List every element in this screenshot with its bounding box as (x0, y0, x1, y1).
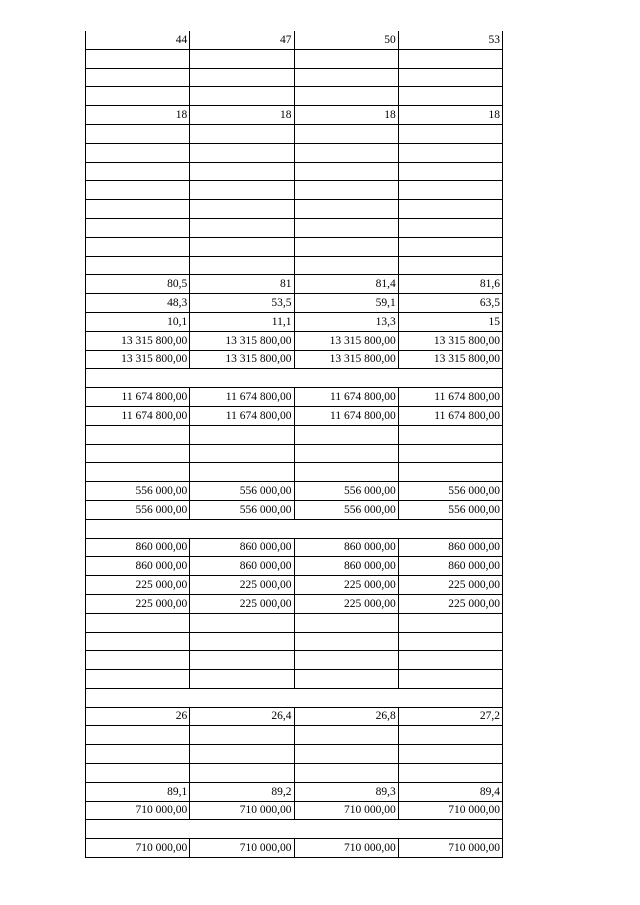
table-row (86, 388, 503, 407)
table-cell (398, 68, 502, 87)
table-cell (294, 124, 398, 143)
table-cell (190, 463, 294, 482)
table-row (86, 369, 503, 388)
table-cell (294, 425, 398, 444)
table-row (86, 106, 503, 125)
table-row (86, 688, 503, 707)
table-row (86, 350, 503, 369)
table-row (86, 500, 503, 519)
table-cell (294, 670, 398, 689)
table-cell: 710 000,00 (294, 801, 398, 820)
table-row (86, 218, 503, 237)
table-cell: 710 000,00 (294, 839, 398, 858)
table-cell (190, 632, 294, 651)
table-row (86, 538, 503, 557)
table-cell: 860 000,00 (86, 557, 190, 576)
table-cell (190, 425, 294, 444)
table-cell: 556 000,00 (294, 500, 398, 519)
table-cell (190, 613, 294, 632)
table-cell: 556 000,00 (294, 482, 398, 501)
table-row (86, 632, 503, 651)
table-cell: 11 674 800,00 (190, 406, 294, 425)
table-cell-merged (86, 688, 503, 707)
table-cell (190, 444, 294, 463)
table-cell (86, 87, 190, 106)
table-cell (398, 425, 502, 444)
table-cell: 556 000,00 (190, 500, 294, 519)
table-cell (86, 463, 190, 482)
table-cell (294, 726, 398, 745)
table-cell (86, 764, 190, 783)
table-row (86, 801, 503, 820)
table-cell (190, 49, 294, 68)
table-cell (294, 463, 398, 482)
table-cell: 860 000,00 (190, 557, 294, 576)
table-cell (294, 181, 398, 200)
table-cell: 225 000,00 (86, 594, 190, 613)
table-cell: 10,1 (86, 312, 190, 331)
table-cell: 860 000,00 (294, 557, 398, 576)
table-cell (294, 68, 398, 87)
table-cell (86, 200, 190, 219)
table-cell-merged (86, 519, 503, 538)
table-row (86, 670, 503, 689)
table-cell (398, 49, 502, 68)
table-cell (190, 68, 294, 87)
table-cell: 27,2 (398, 707, 502, 726)
table-cell: 11 674 800,00 (294, 406, 398, 425)
table-row (86, 237, 503, 256)
table-cell: 710 000,00 (398, 801, 502, 820)
table-cell: 81 (190, 275, 294, 294)
table-cell: 81,4 (294, 275, 398, 294)
table-cell (86, 726, 190, 745)
table-cell (86, 143, 190, 162)
table-cell: 225 000,00 (190, 576, 294, 595)
table-cell: 556 000,00 (86, 482, 190, 501)
table-cell (86, 651, 190, 670)
table-cell (398, 670, 502, 689)
table-cell: 225 000,00 (398, 576, 502, 595)
table-cell: 48,3 (86, 294, 190, 313)
table-cell (86, 49, 190, 68)
table-cell (294, 87, 398, 106)
table-cell: 556 000,00 (86, 500, 190, 519)
table-row (86, 406, 503, 425)
table-row (86, 726, 503, 745)
table-cell: 50 (294, 31, 398, 49)
table-cell: 13 315 800,00 (398, 331, 502, 350)
table-cell (398, 143, 502, 162)
table-cell-merged (86, 820, 503, 839)
table-cell: 89,4 (398, 782, 502, 801)
table-cell: 26 (86, 707, 190, 726)
table-row (86, 200, 503, 219)
table-cell: 13 315 800,00 (86, 350, 190, 369)
table-cell: 11 674 800,00 (294, 388, 398, 407)
table-cell (294, 613, 398, 632)
table-cell (398, 256, 502, 275)
table-cell: 860 000,00 (294, 538, 398, 557)
table-cell: 860 000,00 (398, 557, 502, 576)
table-cell: 13 315 800,00 (86, 331, 190, 350)
table-cell (190, 200, 294, 219)
table-cell: 225 000,00 (190, 594, 294, 613)
table-cell: 11,1 (190, 312, 294, 331)
table-cell (86, 613, 190, 632)
table-cell (190, 181, 294, 200)
table-cell: 710 000,00 (398, 839, 502, 858)
table-cell (294, 764, 398, 783)
table-cell: 80,5 (86, 275, 190, 294)
table-cell: 11 674 800,00 (86, 388, 190, 407)
table-cell: 860 000,00 (190, 538, 294, 557)
table-cell (398, 651, 502, 670)
table-cell: 11 674 800,00 (398, 406, 502, 425)
table-cell: 13 315 800,00 (398, 350, 502, 369)
table-cell: 225 000,00 (86, 576, 190, 595)
table-cell (294, 49, 398, 68)
table-cell: 18 (294, 106, 398, 125)
table-cell (398, 237, 502, 256)
table-cell (86, 444, 190, 463)
table-row (86, 87, 503, 106)
table-cell (294, 143, 398, 162)
table-cell (86, 425, 190, 444)
table-cell: 710 000,00 (190, 839, 294, 858)
table-cell (294, 651, 398, 670)
table-cell (190, 124, 294, 143)
table-cell: 860 000,00 (86, 538, 190, 557)
table-row (86, 312, 503, 331)
table-row (86, 594, 503, 613)
table-cell: 710 000,00 (86, 839, 190, 858)
table-cell: 89,2 (190, 782, 294, 801)
table-cell (398, 162, 502, 181)
table-cell (398, 87, 502, 106)
table-row (86, 331, 503, 350)
table-cell: 225 000,00 (294, 594, 398, 613)
table-cell (190, 745, 294, 764)
table-cell: 13,3 (294, 312, 398, 331)
table-row (86, 651, 503, 670)
table-cell (190, 162, 294, 181)
table-row (86, 49, 503, 68)
table-cell (294, 256, 398, 275)
table-cell: 26,8 (294, 707, 398, 726)
table-cell: 11 674 800,00 (86, 406, 190, 425)
table-row (86, 162, 503, 181)
table-cell (86, 68, 190, 87)
table-cell: 15 (398, 312, 502, 331)
table-cell (86, 181, 190, 200)
table-cell (398, 444, 502, 463)
table-cell: 13 315 800,00 (294, 350, 398, 369)
table-cell (294, 200, 398, 219)
table-cell: 556 000,00 (190, 482, 294, 501)
table-body (86, 31, 503, 858)
table-cell-merged (86, 369, 503, 388)
table-cell: 710 000,00 (86, 801, 190, 820)
table-row (86, 294, 503, 313)
table-cell: 860 000,00 (398, 538, 502, 557)
table-row (86, 613, 503, 632)
table-cell: 710 000,00 (190, 801, 294, 820)
table-cell: 18 (190, 106, 294, 125)
table-cell: 556 000,00 (398, 500, 502, 519)
table-cell (398, 745, 502, 764)
table-cell: 81,6 (398, 275, 502, 294)
table-cell: 47 (190, 31, 294, 49)
table-cell (190, 87, 294, 106)
table-cell (86, 124, 190, 143)
table-row (86, 143, 503, 162)
table-cell (190, 764, 294, 783)
table-row (86, 782, 503, 801)
table-row (86, 519, 503, 538)
table-row (86, 463, 503, 482)
table-cell: 225 000,00 (398, 594, 502, 613)
table-cell: 18 (398, 106, 502, 125)
table-cell: 13 315 800,00 (190, 350, 294, 369)
table-cell (86, 256, 190, 275)
table-row (86, 256, 503, 275)
table-row (86, 557, 503, 576)
table-row (86, 745, 503, 764)
table-cell (294, 444, 398, 463)
table-row (86, 68, 503, 87)
table-cell: 53,5 (190, 294, 294, 313)
table-cell: 11 674 800,00 (398, 388, 502, 407)
table-cell: 44 (86, 31, 190, 49)
table-cell (86, 632, 190, 651)
table-row (86, 820, 503, 839)
table-cell: 53 (398, 31, 502, 49)
table-cell: 63,5 (398, 294, 502, 313)
table-cell (398, 726, 502, 745)
table-cell (86, 670, 190, 689)
table-cell (294, 162, 398, 181)
table-cell (398, 200, 502, 219)
table-row (86, 31, 503, 49)
table-cell (398, 463, 502, 482)
table-row (86, 764, 503, 783)
table-cell (190, 143, 294, 162)
table-row (86, 482, 503, 501)
table-row (86, 124, 503, 143)
table-cell (398, 613, 502, 632)
table-cell (190, 256, 294, 275)
table-cell: 89,1 (86, 782, 190, 801)
table-cell (398, 218, 502, 237)
table-cell (86, 218, 190, 237)
table-cell: 18 (86, 106, 190, 125)
table-cell (294, 632, 398, 651)
table-cell: 13 315 800,00 (190, 331, 294, 350)
table-cell (398, 632, 502, 651)
table-row (86, 425, 503, 444)
table-cell: 26,4 (190, 707, 294, 726)
table-cell (190, 218, 294, 237)
table-cell (86, 162, 190, 181)
table-cell: 59,1 (294, 294, 398, 313)
table-row (86, 181, 503, 200)
table-cell: 89,3 (294, 782, 398, 801)
table-row (86, 444, 503, 463)
table-cell (398, 181, 502, 200)
data-table (85, 31, 503, 858)
table-cell (190, 651, 294, 670)
table-row (86, 707, 503, 726)
table-cell (294, 745, 398, 764)
table-cell (398, 124, 502, 143)
table-cell: 225 000,00 (294, 576, 398, 595)
table-cell (294, 218, 398, 237)
table-cell (190, 237, 294, 256)
table-cell (294, 237, 398, 256)
table-cell: 556 000,00 (398, 482, 502, 501)
table-row (86, 576, 503, 595)
table-cell (190, 726, 294, 745)
table-cell (190, 670, 294, 689)
table-cell: 13 315 800,00 (294, 331, 398, 350)
table-cell (86, 745, 190, 764)
table-row (86, 839, 503, 858)
table-cell (398, 764, 502, 783)
table-row (86, 275, 503, 294)
table-cell: 11 674 800,00 (190, 388, 294, 407)
table-cell (86, 237, 190, 256)
